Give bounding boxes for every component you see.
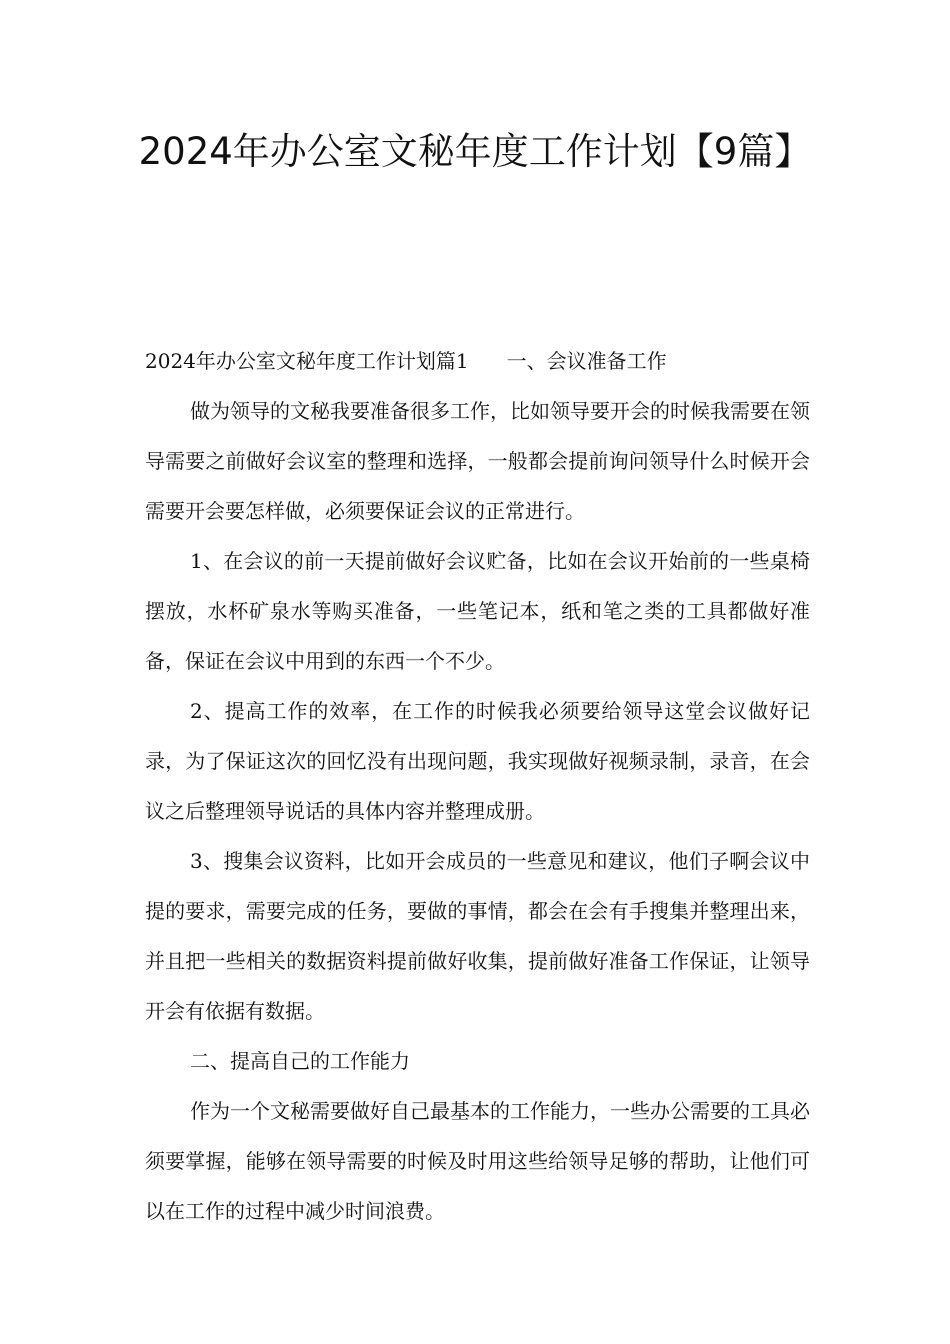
paragraph: 1、在会议的前一天提前做好会议贮备，比如在会议开始前的一些桌椅摆放，水杯矿泉水等购买准备，一些笔记本，纸和笔之类的工具都做好准备，保证在会议中用到的东西一个不少。 [145,549,810,673]
section-heading: 一、会议准备工作 [506,349,667,373]
paragraph: 做为领导的文秘我要准备很多工作，比如领导要开会的时候我需要在领导需要之前做好会议室的整理和选择，一般都会提前询问领导什么时候开会需要开会要怎样做，必须要保证会议的正常进行。 [145,399,810,523]
paragraph: 3、搜集会议资料，比如开会成员的一些意见和建议，他们子啊会议中提的要求，需要完成的任务，要做的事情，都会在会有手搜集并整理出来，并且把一些相关的数据资料提前做好收集，提前做好准备工作保证，让领导开会有依据有数据。 [145,849,810,1023]
section-heading-line [145,336,810,386]
paragraph: 作为一个文秘需要做好自己最基本的工作能力，一些办公需要的工具必须要掌握，能够在领导需要的时候及时用这些给领导足够的帮助，让他们可以在工作的过程中减少时间浪费。 [145,1099,810,1223]
paragraph: 2、提高工作的效率，在工作的时候我必须要给领导这堂会议做好记录，为了保证这次的回忆没有出现问题，我实现做好视频录制，录音，在会议之后整理领导说话的具体内容并整理成册。 [145,699,810,823]
section-heading: 二、提高自己的工作能力 [190,1049,410,1073]
document-body [145,336,810,1236]
document-title: 2024年办公室文秘年度工作计划【9篇】 [138,130,812,173]
part-heading: 2024年办公室文秘年度工作计划篇1 [145,349,469,373]
